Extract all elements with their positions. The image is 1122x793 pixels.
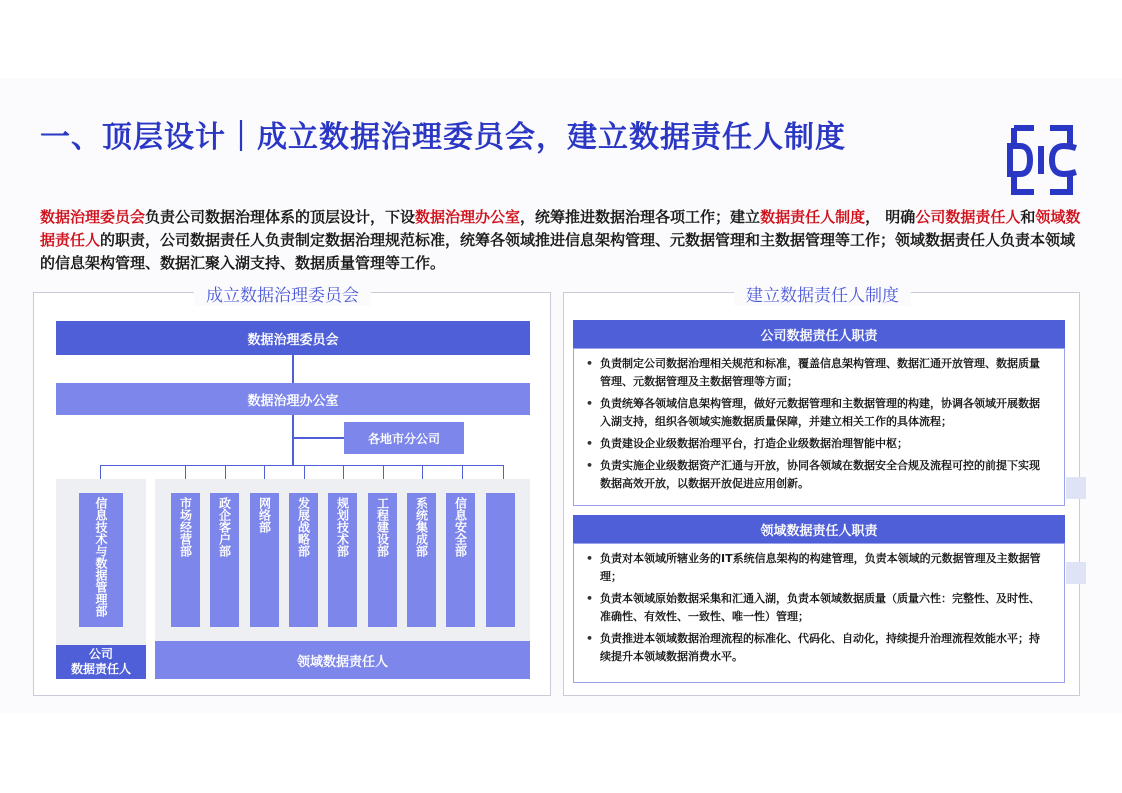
connector-hline <box>100 465 504 466</box>
company-duty-header: 公司数据责任人职责 <box>573 320 1065 348</box>
connector-tick <box>503 465 504 479</box>
connector-line <box>292 355 294 383</box>
list-item: • 负责本领域原始数据采集和汇通入湖，负责本领域数据质量（质量六性：完整性、及时性、准确性、有效性、一致性、唯一性）管理； <box>600 590 1050 626</box>
company-owner-line1: 公司 <box>88 647 113 661</box>
dept-label: 政企客户部 <box>217 497 232 557</box>
decoration <box>1066 562 1086 584</box>
intro-paragraph <box>40 206 1085 275</box>
dept-label: 信息技术与数据管理部 <box>94 497 108 617</box>
connector-tick <box>422 465 423 479</box>
domain-duty-list <box>573 543 1065 683</box>
intro-text: ，统筹推进数据治理各项工作；建立 <box>520 208 761 226</box>
list-item: • 负责实施企业级数据资产汇通与开放，协同各领域在数据安全合规及流程可控的前提下实现数据高效开放，以数据开放促进应用创新。 <box>600 457 1050 493</box>
list-item: • 负责对本领域所辖业务的IT系统信息架构的构建管理，负责本领域的元数据管理及主数据管理； <box>600 550 1050 586</box>
dept-label: 规划技术部 <box>335 497 350 557</box>
intro-text: ， 明确 <box>865 208 916 226</box>
owner-system-panel-title: 建立数据责任人制度 <box>734 281 911 306</box>
dept-label: 市场经营部 <box>178 497 193 557</box>
domain-duty-header: 领域数据责任人职责 <box>573 515 1065 543</box>
connector-tick <box>264 465 265 479</box>
dept-enterprise <box>210 493 239 627</box>
page-title: 一、顶层设计｜成立数据治理委员会，建立数据责任人制度 <box>40 120 846 155</box>
domain-owner-label: 领域数据责任人 <box>155 641 530 679</box>
dept-network <box>250 493 279 627</box>
dept-planning <box>328 493 357 627</box>
dept-engineering <box>368 493 397 627</box>
list-item: • 负责建设企业级数据治理平台，打造企业级数据治理智能中枢； <box>600 435 1050 453</box>
connector-tick <box>343 465 344 479</box>
dept-blank <box>486 493 515 627</box>
connector-tick <box>225 465 226 479</box>
dept-market <box>171 493 200 627</box>
connector-tick <box>304 465 305 479</box>
dept-label: 发展战略部 <box>296 497 311 557</box>
intro-highlight: 数据治理委员会 <box>40 208 146 226</box>
dept-strategy <box>289 493 318 627</box>
committee-box: 数据治理委员会 <box>56 321 530 355</box>
connector-tick <box>383 465 384 479</box>
intro-highlight: 领域数据责任人 <box>40 208 1081 249</box>
connector-tick <box>462 465 463 479</box>
connector-line <box>292 437 344 439</box>
intro-text: 的职责，公司数据责任人负责制定数据治理规范标准，统筹各领域推进信息架构管理、元数据管理和主数据管理等工作；领域数据责任人负责本领域的信息架构管理、数据汇聚入湖支持、数据质量管理等工作。 <box>40 231 1076 272</box>
intro-highlight: 数据治理办公室 <box>415 208 521 226</box>
connector-line <box>292 415 294 465</box>
intro-text: 负责公司数据治理体系的顶层设计，下设 <box>145 208 416 226</box>
intro-highlight: 公司数据责任人 <box>915 208 1021 226</box>
company-duty-list <box>573 348 1065 506</box>
office-box: 数据治理办公室 <box>56 383 530 415</box>
connector-tick <box>100 465 101 479</box>
connector-tick <box>185 465 186 479</box>
branch-box: 各地市分公司 <box>344 422 464 454</box>
dept-label: 工程建设部 <box>375 497 390 557</box>
intro-text: 和 <box>1020 208 1036 226</box>
dic-logo <box>1000 118 1084 202</box>
committee-panel-title: 成立数据治理委员会 <box>194 281 371 306</box>
list-item: • 负责推进本领域数据治理流程的标准化、代码化、自动化，持续提升治理流程效能水平；持续提升本领域数据消费水平。 <box>600 630 1050 666</box>
dept-label: 系统集成部 <box>414 497 429 557</box>
dept-label: 信息安全部 <box>453 497 468 557</box>
dept-security <box>446 493 475 627</box>
dept-label: 网络部 <box>257 497 272 533</box>
dept-it-data <box>79 493 123 627</box>
list-item: • 负责制定公司数据治理相关规范和标准，覆盖信息架构管理、数据汇通开放管理、数据质量管理、元数据管理及主数据管理等方面； <box>600 355 1050 391</box>
company-owner-line2: 数据责任人 <box>70 662 131 676</box>
list-item: • 负责统筹各领域信息架构管理，做好元数据管理和主数据管理的构建，协调各领域开展数据入湖支持，组织各领域实施数据质量保障，并建立相关工作的具体流程； <box>600 395 1050 431</box>
intro-highlight: 数据责任人制度 <box>760 208 866 226</box>
company-owner-label <box>56 645 146 679</box>
dept-integration <box>407 493 436 627</box>
decoration <box>1066 477 1086 499</box>
